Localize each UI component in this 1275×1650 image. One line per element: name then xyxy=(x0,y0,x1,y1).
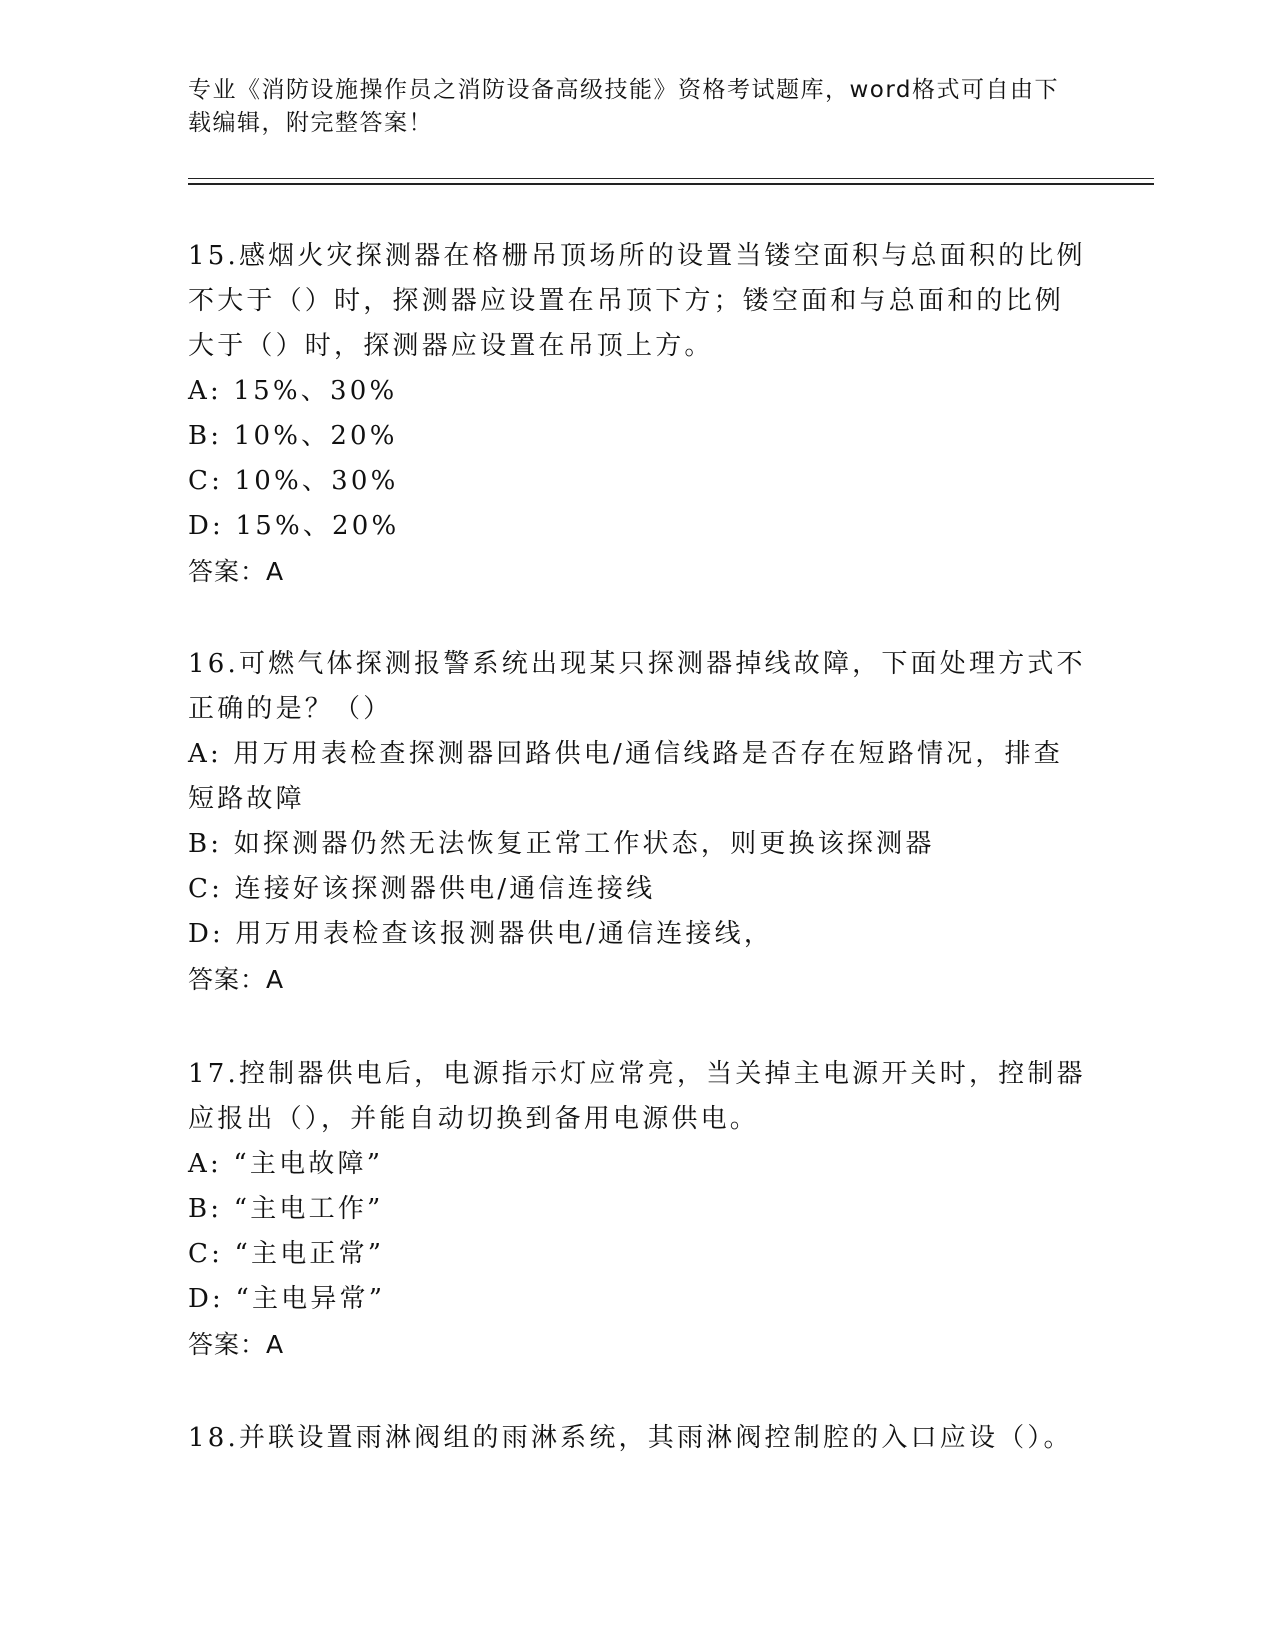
option-d: D: 15%、20% xyxy=(188,511,400,541)
option-d: D: 用万用表检查该报测器供电/通信连接线， xyxy=(188,919,774,949)
question-16 xyxy=(188,642,1088,1002)
option-d: D: “主电异常” xyxy=(188,1284,386,1314)
option-c: C: 10%、30% xyxy=(188,466,399,496)
question-stem: 16.可燃气体探测报警系统出现某只探测器掉线故障，下面处理方式不正确的是？（） xyxy=(188,649,1086,724)
option-a: A: 15%、30% xyxy=(188,376,398,406)
header-divider-thick xyxy=(188,183,1154,185)
question-15 xyxy=(188,234,1088,594)
question-18 xyxy=(188,1416,1088,1461)
document-header: 专业《消防设施操作员之消防设备高级技能》资格考试题库，word格式可自由下载编辑，附完整答案！ xyxy=(188,77,1060,136)
option-c: C: “主电正常” xyxy=(188,1239,385,1269)
answer: 答案：A xyxy=(188,965,285,994)
question-stem: 18.并联设置雨淋阀组的雨淋系统，其雨淋阀控制腔的入口应设（）。 xyxy=(188,1423,1073,1453)
answer: 答案：A xyxy=(188,557,285,586)
question-stem: 15.感烟火灾探测器在格栅吊顶场所的设置当镂空面积与总面积的比例不大于（）时，探测器应设置在吊顶下方；镂空面和与总面和的比例大于（）时，探测器应设置在吊顶上方。 xyxy=(188,241,1086,361)
option-a: A: “主电故障” xyxy=(188,1149,384,1179)
option-a: A: 用万用表检查探测器回路供电/通信线路是否存在短路情况，排查短路故障 xyxy=(188,739,1063,814)
option-b: B: 10%、20% xyxy=(188,421,398,451)
option-b: B: 如探测器仍然无法恢复正常工作状态，则更换该探测器 xyxy=(188,829,935,859)
question-stem: 17.控制器供电后，电源指示灯应常亮，当关掉主电源开关时，控制器应报出（），并能自动切换到备用电源供电。 xyxy=(188,1059,1086,1134)
question-17 xyxy=(188,1052,1088,1367)
option-c: C: 连接好该探测器供电/通信连接线 xyxy=(188,874,656,904)
answer: 答案：A xyxy=(188,1330,285,1359)
option-b: B: “主电工作” xyxy=(188,1194,384,1224)
header-divider-thin xyxy=(188,178,1154,179)
